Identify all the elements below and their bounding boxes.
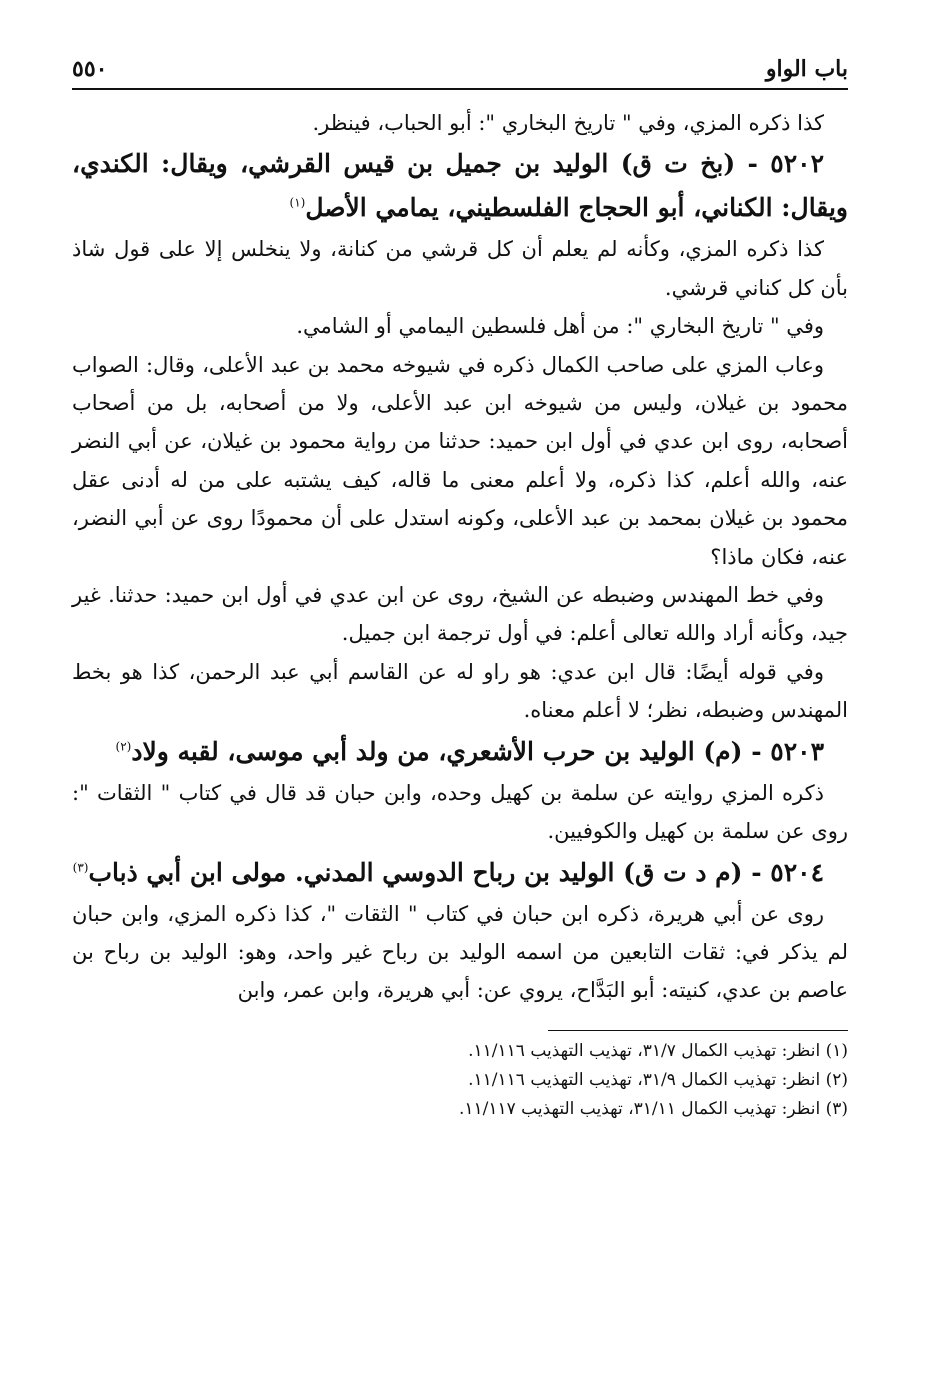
page-body <box>72 104 848 1010</box>
footnote-ref: (١) <box>289 196 306 211</box>
footnote-ref: (٣) <box>72 860 89 875</box>
entry-heading-5203 <box>72 730 848 774</box>
footnote: (١) انظر: تهذيب الكمال ٣١/٧، تهذيب التهذيب ١١/١١٦. <box>468 1040 848 1061</box>
footnote-ref: (٢) <box>115 739 132 754</box>
book-page <box>72 50 848 1124</box>
paragraph: كذا ذكره المزي، وفي " تاريخ البخاري ": أبو الحباب، فينظر. <box>312 111 824 135</box>
paragraph: ذكره المزي روايته عن سلمة بن كهيل وحده، وابن حبان قد قال في كتاب " الثقات ": روى عن سلمة بن كهيل والكوفيين. <box>72 780 848 844</box>
footnote: (٣) انظر: تهذيب الكمال ٣١/١١، تهذيب التهذيب ١١/١١٧. <box>458 1098 848 1119</box>
paragraph: وفي خط المهندس وضبطه عن الشيخ، روى عن ابن عدي في أول ابن حميد: حدثنا. غير جيد، وكأنه أراد والله تعالى أعلم: في أول ترجمة ابن جميل. <box>72 583 848 646</box>
footnote: (٢) انظر: تهذيب الكمال ٣١/٩، تهذيب التهذيب ١١/١١٦. <box>468 1069 848 1090</box>
paragraph: وفي قوله أيضًا: قال ابن عدي: هو راو له عن القاسم أبي عبد الرحمن، كذا هو بخط المهندس وضبطه، نظر؛ لا أعلم معناه. <box>72 659 848 723</box>
footnotes <box>72 1030 848 1124</box>
paragraph: كذا ذكره المزي، وكأنه لم يعلم أن كل قرشي من كنانة، ولا ينخلس إلا على قول شاذ بأن كل كناني قرشي. <box>72 237 848 300</box>
page-number: ٥٥٠ <box>72 56 108 82</box>
footnote-divider <box>548 1030 848 1031</box>
section-title: باب الواو <box>765 56 848 82</box>
entry-heading-text: ٥٢٠٣ - (م) الوليد بن حرب الأشعري، من ولد أبي موسى، لقبه ولاد <box>131 736 824 766</box>
paragraph: وفي " تاريخ البخاري ": من أهل فلسطين اليمامي أو الشامي. <box>296 314 824 339</box>
entry-heading-5202 <box>72 142 848 230</box>
paragraph: روى عن أبي هريرة، ذكره ابن حبان في كتاب " الثقات "، كذا ذكره المزي، وابن حبان لم يذكر في: ثقات التابعين من اسمه الوليد بن رباح غير واحد، وهو: الوليد بن رباح بن عاصم بن عدي، كنيته: أبو البَدَّاح، يروي عن: أبي هريرة، وابن عمر، وابن <box>72 901 848 1003</box>
entry-heading-text: ٥٢٠٢ - (بخ ت ق) الوليد بن جميل بن قيس القرشي، ويقال: الكندي، ويقال: الكناني، أبو الحجاج الفلسطيني، يمامي الأصل <box>72 149 848 223</box>
paragraph: وعاب المزي على صاحب الكمال ذكره في شيوخه محمد بن عبد الأعلى، وقال: الصواب محمود بن غيلان، وليس من شيوخه ابن عبد الأعلى، ولا من أصحابه، بل من أصحاب أصحابه، روى ابن عدي في أول ابن حميد: حدثنا من رواية محمود بن غيلان، عن أبي النضر عنه، والله أعلم، كذا ذكره، ولا أعلم معنى ما قاله، كيف يشتبه على من له أدنى عقل محمود بن غيلان بمحمد بن عبد الأعلى، وكونه استدل على أن محمودًا روى عن أبي النضر، عنه، فكان ماذا؟ <box>72 352 848 569</box>
running-head <box>72 50 848 90</box>
entry-heading-5204 <box>72 851 848 895</box>
entry-heading-text: ٥٢٠٤ - (م د ت ق) الوليد بن رباح الدوسي المدني. مولى ابن أبي ذباب <box>88 857 824 887</box>
